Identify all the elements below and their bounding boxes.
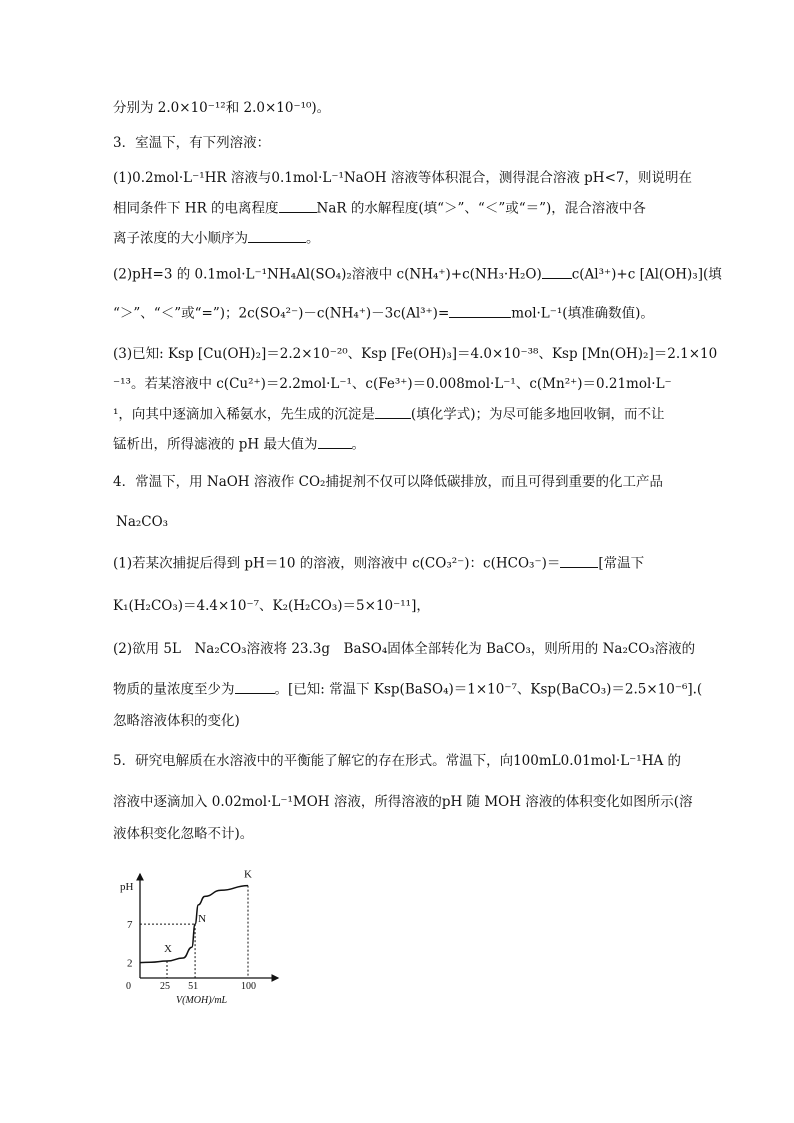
q4-part1-line1 bbox=[113, 553, 644, 574]
q3-part3-text-c: 锰析出，所得滤液的 pH 最大值为 bbox=[113, 436, 318, 453]
question-5-line1: 5．研究电解质在水溶液中的平衡能了解它的存在形式。常温下，向100mL0.01mol·L⁻¹HA 的 bbox=[113, 753, 682, 769]
q3-part3-line3 bbox=[113, 404, 664, 425]
point-label-n: N bbox=[198, 913, 207, 926]
q3-part3-line1: (3)已知: Ksp [Cu(OH)₂]＝2.2×10⁻²⁰、Ksp [Fe(OH)₃]＝4.0×10⁻³⁸、Ksp [Mn(OH)₂]＝2.1×10 bbox=[113, 346, 718, 362]
x-tick-label: 100 bbox=[241, 981, 256, 992]
q3-part3-text-d: 。 bbox=[351, 436, 365, 453]
q3-part3-text-b: (填化学式)；为尽可能多地回收铜，而不让 bbox=[410, 406, 665, 423]
ph-titration-chart bbox=[110, 866, 290, 1008]
x-axis-label: V(MOH)/mL bbox=[176, 995, 228, 1006]
question-3-heading: 3．室温下，有下列溶液： bbox=[113, 135, 271, 151]
q3-part3-line2: ⁻¹³。若某溶液中 c(Cu²⁺)＝2.2mol·L⁻¹、c(Fe³⁺)＝0.008mol·L⁻¹、c(Mn²⁺)＝0.21mol·L⁻ bbox=[113, 376, 672, 392]
q4-part2-text-b: 。[已知: 常温下 Ksp(BaSO₄)＝1×10⁻⁷、Ksp(BaCO₃)＝2.5×10⁻⁶].( bbox=[274, 681, 703, 698]
q4-part2-line3: 忽略溶液体积的变化) bbox=[113, 713, 240, 729]
q3-part2-text-a: (2)pH=3 的 0.1mol·L⁻¹NH₄Al(SO₄)₂溶液中 c(NH₄⁺)+c(NH₃·H₂O) bbox=[113, 266, 542, 283]
q3-part2-line1 bbox=[113, 264, 722, 285]
question-4-line1: 4．常温下，用 NaOH 溶液作 CO₂捕捉剂不仅可以降低碳排放，而且可得到重要的化工产品 bbox=[113, 474, 663, 490]
question-4-line2: Na₂CO₃ bbox=[116, 514, 169, 530]
text-line-1: 分别为 2.0×10⁻¹²和 2.0×10⁻¹⁰)。 bbox=[113, 100, 331, 116]
x-tick-label: 0 bbox=[126, 981, 131, 992]
q3-part3-line4 bbox=[113, 434, 365, 455]
q3-part2-line2 bbox=[113, 303, 654, 324]
answer-blank[interactable] bbox=[318, 434, 352, 449]
point-label-x: X bbox=[164, 943, 172, 956]
q4-part1-text-b: [常温下 bbox=[598, 555, 645, 572]
q3-part1-line2 bbox=[113, 198, 646, 219]
q3-part2-text-b: c(Al³⁺)+c [Al(OH)₃](填 bbox=[571, 266, 722, 283]
answer-blank[interactable] bbox=[248, 228, 306, 243]
q4-part1-line2: K₁(H₂CO₃)＝4.4×10⁻⁷、K₂(H₂CO₃)＝5×10⁻¹¹]， bbox=[113, 598, 430, 614]
answer-blank[interactable] bbox=[449, 303, 511, 318]
q4-part2-text-a: 物质的量浓度至少为 bbox=[113, 681, 235, 698]
q4-part2-line1: (2)欲用 5L Na₂CO₃溶液将 23.3g BaSO₄固体全部转化为 BaCO₃，则所用的 Na₂CO₃溶液的 bbox=[113, 641, 696, 657]
y-axis-label: pH bbox=[120, 881, 134, 893]
answer-blank[interactable] bbox=[375, 404, 411, 419]
y-tick-label: 7 bbox=[127, 919, 133, 932]
x-tick-label: 25 bbox=[160, 981, 170, 992]
question-5-line2: 溶液中逐滴加入 0.02mol·L⁻¹MOH 溶液，所得溶液的pH 随 MOH 溶液的体积变化如图所示(溶 bbox=[113, 794, 693, 810]
answer-blank[interactable] bbox=[235, 679, 275, 694]
answer-blank[interactable] bbox=[279, 198, 317, 213]
q3-part1-line3 bbox=[113, 228, 320, 249]
q3-part1-text-d: 。 bbox=[306, 230, 320, 247]
q3-part2-text-d: mol·L⁻¹(填准确数值)。 bbox=[511, 305, 654, 322]
point-label-k: K bbox=[244, 868, 252, 881]
q3-part3-text-a: ¹，向其中逐滴加入稀氨水，先生成的沉淀是 bbox=[113, 406, 375, 423]
answer-blank[interactable] bbox=[542, 264, 572, 279]
q3-part1-text-a: 相同条件下 HR 的电离程度 bbox=[113, 200, 279, 217]
y-tick-label: 2 bbox=[127, 957, 133, 970]
q3-part2-text-c: “＞”、“＜”或“=”)；2c(SO₄²⁻)－c(NH₄⁺)－3c(Al³⁺)= bbox=[113, 305, 450, 322]
q3-part1-text-c: 离子浓度的大小顺序为 bbox=[113, 230, 248, 247]
q3-part1-line1: (1)0.2mol·L⁻¹HR 溶液与0.1mol·L⁻¹NaOH 溶液等体积混合，测得混合溶液 pH<7，则说明在 bbox=[113, 170, 692, 186]
question-5-line3: 液体积变化忽略不计)。 bbox=[113, 826, 254, 842]
q4-part1-text-a: (1)若某次捕捉后得到 pH＝10 的溶液，则溶液中 c(CO₃²⁻)：c(HCO₃⁻)＝ bbox=[113, 555, 561, 572]
x-tick-label: 51 bbox=[188, 981, 199, 992]
q4-part2-line2 bbox=[113, 679, 702, 700]
q3-part1-text-b: NaR 的水解程度(填“＞”、“＜”或“＝”)，混合溶液中各 bbox=[316, 200, 646, 217]
answer-blank[interactable] bbox=[560, 553, 598, 568]
